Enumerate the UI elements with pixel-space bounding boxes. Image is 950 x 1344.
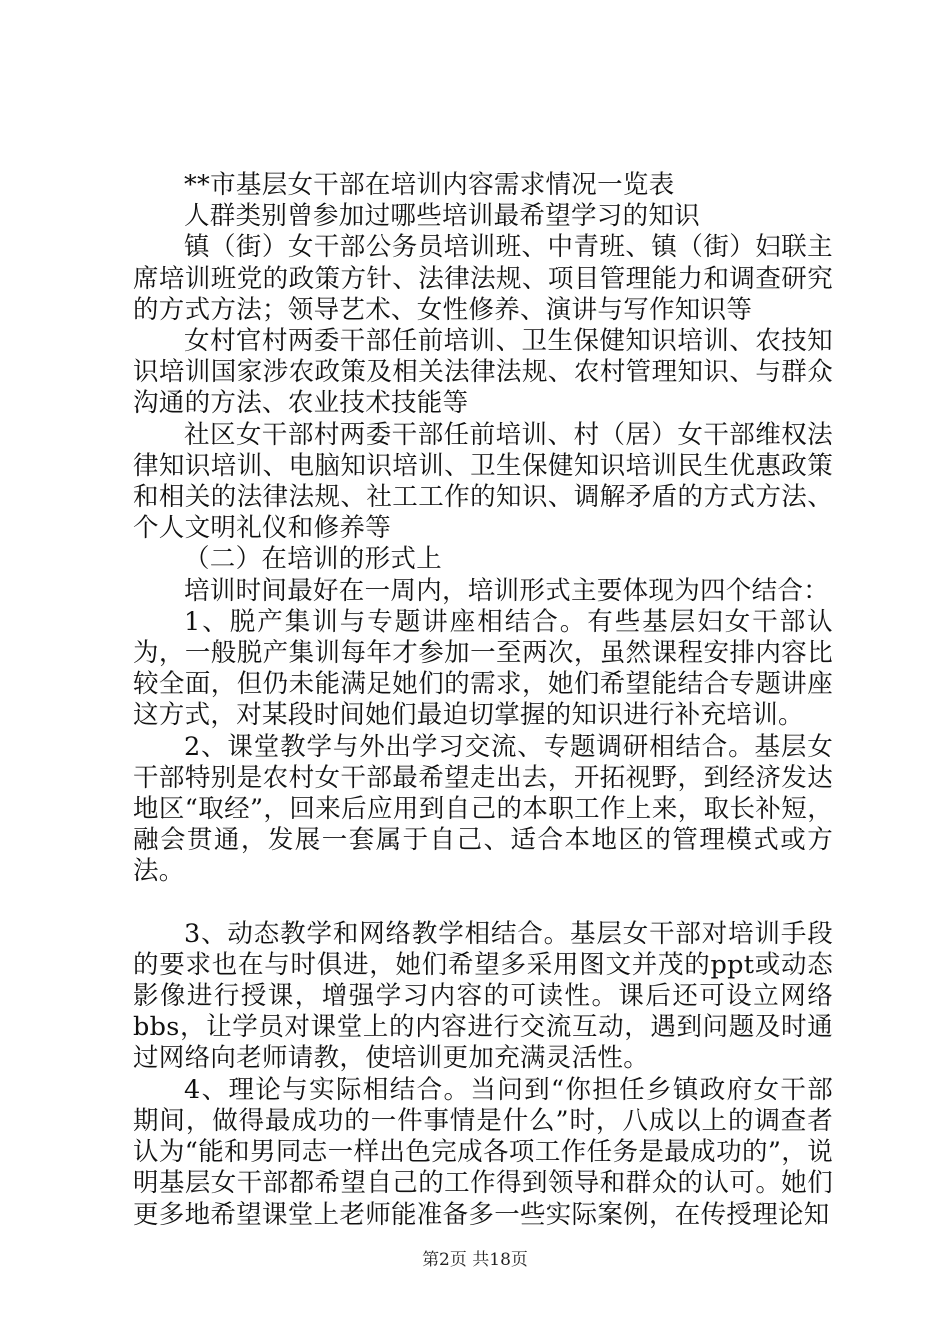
section-heading: （二）在培训的形式上 (184, 544, 443, 575)
table-title: **市基层女干部在培训内容需求情况一览表 (184, 170, 675, 200)
paragraph-point-2: 2、课堂教学与外出学习交流、专题调研相结合。基层女干部特别是农村女干部最希望走出去，开拓视野，到经济发达地区“取经”，回来后应用到自己的本职工作上来，取长补短，融会贯通，发展一套属于自己、适合本地区的管理模式或方法。 (133, 731, 833, 887)
paragraph-training-time: 培训时间最好在一周内，培训形式主要体现为四个结合： (184, 575, 830, 606)
table-row-village-officials: 女村官村两委干部任前培训、卫生保健知识培训、农技知识培训国家涉农政策及相关法律法规、农村管理知识、与群众沟通的方法、农业技术技能等 (133, 326, 833, 419)
paragraph-point-3: 3、动态教学和网络教学相结合。基层女干部对培训手段的要求也在与时俱进，她们希望多采用图文并茂的ppt或动态影像进行授课，增强学习内容的可读性。课后还可设立网络bbs，让学员对课堂上的内容进行交流互动，遇到问题及时通过网络向老师请教，使培训更加充满灵活性。 (133, 918, 833, 1074)
table-row-community-cadres: 社区女干部村两委干部任前培训、村（居）女干部维权法律知识培训、电脑知识培训、卫生保健知识培训民生优惠政策和相关的法律法规、社工工作的知识、调解矛盾的方式方法、个人文明礼仪和修养等 (133, 419, 833, 544)
table-header: 人群类别曾参加过哪些培训最希望学习的知识 (184, 201, 701, 232)
table-row-town-cadres: 镇（街）女干部公务员培训班、中青班、镇（街）妇联主席培训班党的政策方针、法律法规、项目管理能力和调查研究的方式方法；领导艺术、女性修养、演讲与写作知识等 (133, 232, 833, 325)
paragraph-point-4: 4、理论与实际相结合。当问到“你担任乡镇政府女干部期间，做得最成功的一件事情是什么”时，八成以上的调查者认为“能和男同志一样出色完成各项工作任务是最成功的”，说明基层女干部都希望自己的工作得到领导和群众的认可。她们更多地希望课堂上老师能准备多一些实际案例，在传授理论知 (133, 1074, 833, 1230)
page-number-footer: 第2页 共18页 (422, 1250, 528, 1270)
paragraph-point-1: 1、脱产集训与专题讲座相结合。有些基层妇女干部认为，一般脱产集训每年才参加一至两次，虽然课程安排内容比较全面，但仍未能满足她们的需求，她们希望能结合专题讲座这方式，对某段时间她们最迫切掌握的知识进行补充培训。 (133, 606, 833, 731)
document-body (133, 170, 833, 1231)
